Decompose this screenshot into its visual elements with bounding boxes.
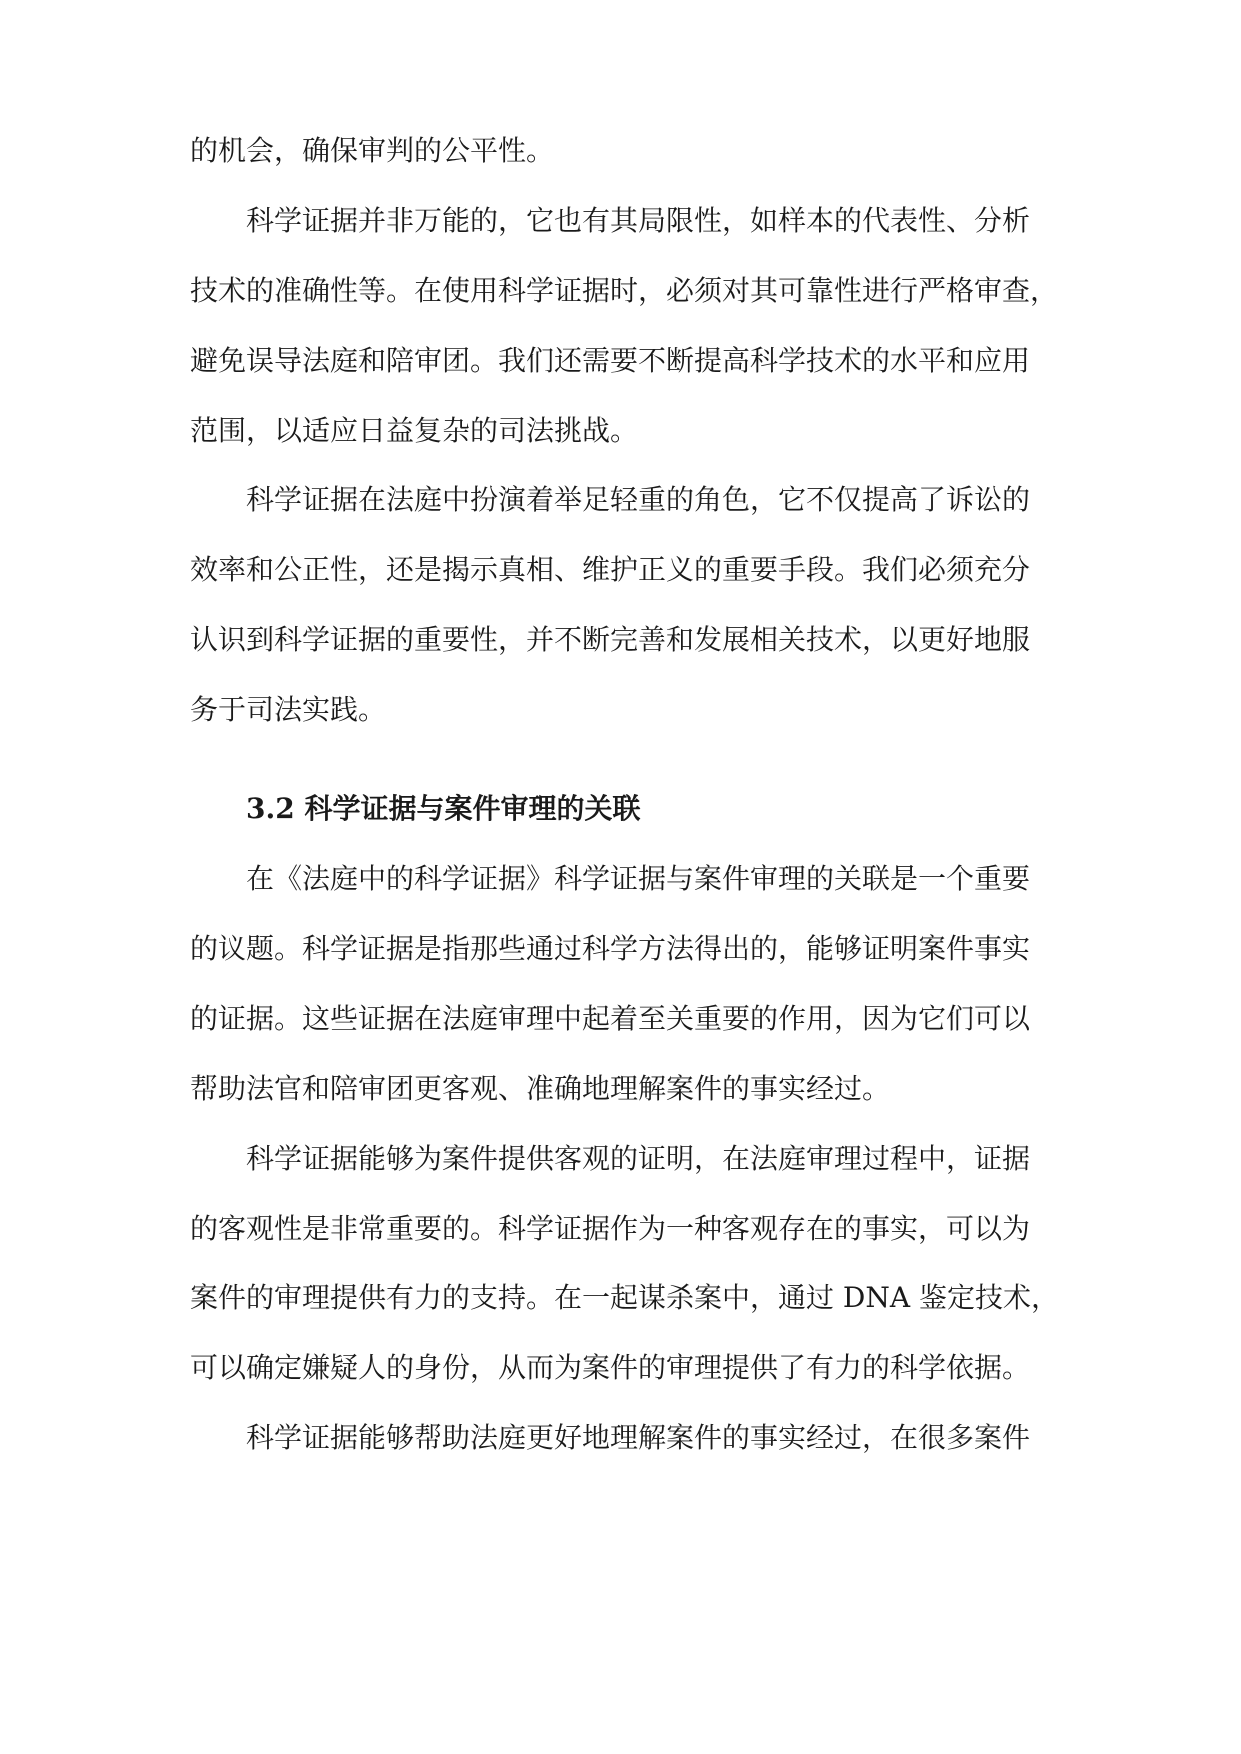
paragraph-line: 范围，以适应日益复杂的司法挑战。 [190, 414, 639, 447]
paragraph-line: 的证据。这些证据在法庭审理中起着至关重要的作用，因为它们可以 [190, 1002, 1031, 1035]
paragraph-line: 在《法庭中的科学证据》科学证据与案件审理的关联是一个重要 [246, 862, 1031, 895]
section-heading: 3.2 科学证据与案件审理的关联 [246, 792, 641, 825]
paragraph-line: 认识到科学证据的重要性，并不断完善和发展相关技术，以更好地服 [190, 623, 1031, 656]
paragraph-line: 避免误导法庭和陪审团。我们还需要不断提高科学技术的水平和应用 [190, 344, 1031, 377]
paragraph-line: 的机会，确保审判的公平性。 [190, 134, 555, 167]
paragraph-line: 可以确定嫌疑人的身份，从而为案件的审理提供了有力的科学依据。 [190, 1351, 1031, 1384]
paragraph-line: 帮助法官和陪审团更客观、准确地理解案件的事实经过。 [190, 1072, 891, 1105]
paragraph-line: 效率和公正性，还是揭示真相、维护正义的重要手段。我们必须充分 [190, 553, 1031, 586]
paragraph-line: 科学证据在法庭中扮演着举足轻重的角色，它不仅提高了诉讼的 [246, 483, 1031, 516]
paragraph-line: 的议题。科学证据是指那些通过科学方法得出的，能够证明案件事实 [190, 932, 1031, 965]
paragraph-line: 科学证据能够为案件提供客观的证明，在法庭审理过程中，证据 [246, 1142, 1031, 1175]
paragraph-line: 案件的审理提供有力的支持。在一起谋杀案中，通过 DNA 鉴定技术， [190, 1281, 1059, 1314]
paragraph-line: 技术的准确性等。在使用科学证据时，必须对其可靠性进行严格审查， [190, 274, 1059, 307]
paragraph-line: 科学证据能够帮助法庭更好地理解案件的事实经过，在很多案件 [246, 1421, 1031, 1454]
paragraph-line: 科学证据并非万能的，它也有其局限性，如样本的代表性、分析 [246, 204, 1031, 237]
paragraph-line: 务于司法实践。 [190, 693, 387, 726]
paragraph-line: 的客观性是非常重要的。科学证据作为一种客观存在的事实，可以为 [190, 1212, 1031, 1245]
